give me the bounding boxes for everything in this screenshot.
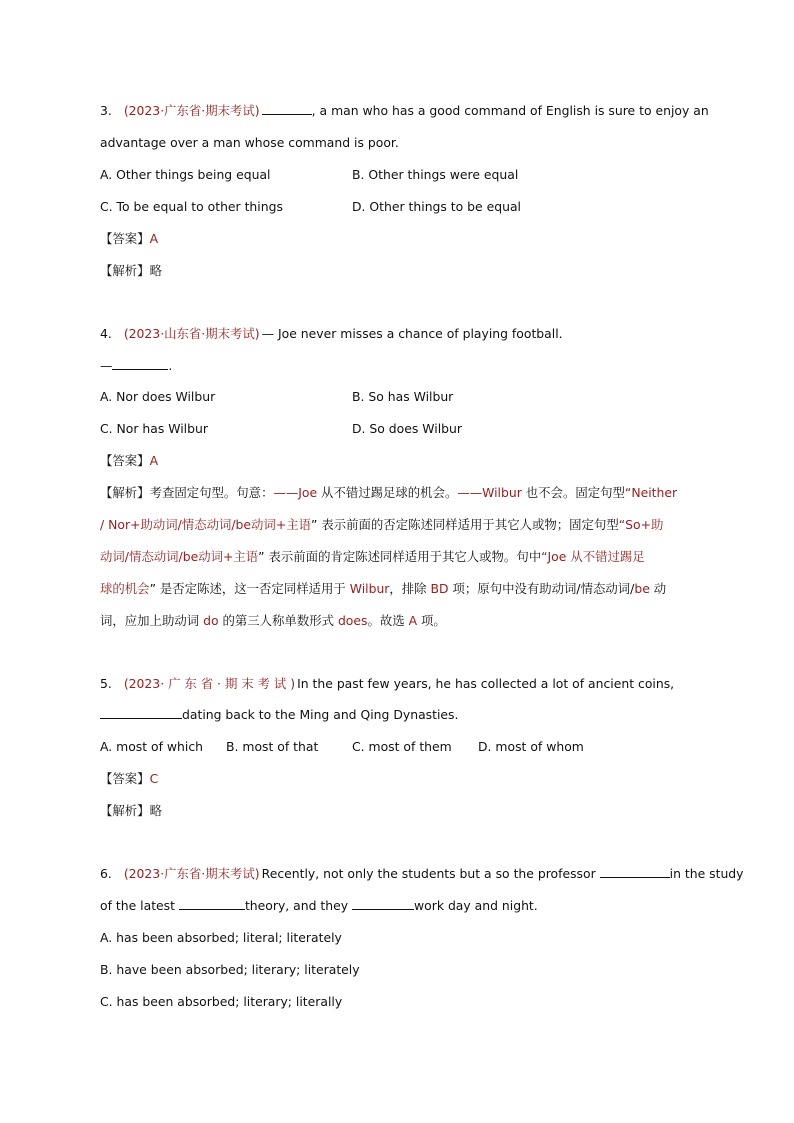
analysis-keyword: does	[337, 613, 368, 628]
analysis-text: 词，应加上助动词	[100, 613, 204, 628]
option-c: C. most of them	[352, 739, 452, 754]
question-source: (2023·广东省·期末考试)	[123, 103, 260, 118]
analysis-quote: 从不错过踢足	[566, 549, 645, 564]
answer-blank	[179, 898, 245, 910]
answer-blank	[352, 898, 414, 910]
option-c: C. To be equal to other things	[100, 199, 283, 214]
analysis-text: 项。	[417, 613, 446, 628]
answer-tag: 【答案】	[100, 453, 150, 468]
answer-value: A	[149, 231, 159, 246]
answer-tag: 【答案】	[100, 771, 150, 786]
analysis-text: 略	[149, 803, 162, 818]
analysis-text: ” 表示前面的否定陈述同样适用于其它人或物；固定句型	[311, 517, 619, 532]
analysis-text: 略	[149, 263, 162, 278]
question-6-line2	[100, 898, 538, 914]
analysis-quote: 动词/情态动词/	[100, 549, 183, 564]
question-5-line2	[100, 707, 458, 723]
question-number: 3.	[100, 103, 112, 118]
analysis-quote: ——Joe	[273, 485, 318, 500]
option-c: C. Nor has Wilbur	[100, 421, 208, 436]
analysis-text: 项；原句中没有助动词/情态动词/	[448, 581, 635, 596]
question-stem: — Joe never misses a chance of playing football.	[261, 326, 563, 341]
question-4-line1	[100, 326, 563, 342]
question-stem: dating back to the Ming and Qing Dynasties.	[182, 707, 459, 722]
answer-value: A	[149, 453, 159, 468]
question-stem: In the past few years, he has collected a lot of ancient coins,	[297, 676, 675, 691]
question-source: (2023·广东省·期末考试)	[123, 866, 260, 881]
dialogue-dash: —	[100, 358, 113, 373]
analysis-line-3	[100, 549, 645, 565]
analysis-keyword: BD	[430, 581, 449, 596]
answer-line	[100, 453, 158, 469]
analysis-quote: 动词+主语	[251, 517, 311, 532]
analysis-quote: “Neither	[624, 485, 678, 500]
analysis-line-1	[100, 485, 677, 501]
analysis-text: 从不错过踢足球的机会。	[317, 485, 458, 500]
option-b: B. most of that	[226, 739, 319, 754]
analysis-text: ，排除	[389, 581, 431, 596]
analysis-text: 考查固定句型。句意：	[149, 485, 274, 500]
analysis-text: 的第三人称单数形式	[218, 613, 338, 628]
question-stem: of the latest	[100, 898, 179, 913]
option-b: B. Other things were equal	[352, 167, 519, 182]
analysis-quote: “Joe	[541, 549, 567, 564]
analysis-quote: 助动词/情态动词/	[140, 517, 236, 532]
option-d: D. So does Wilbur	[352, 421, 462, 436]
option-d: D. most of whom	[478, 739, 584, 754]
analysis-keyword: Wilbur	[349, 581, 390, 596]
question-3-line2: advantage over a man whose command is poor.	[100, 135, 399, 150]
option-b: B. have been absorbed; literary; literately	[100, 962, 360, 977]
option-b: B. So has Wilbur	[352, 389, 454, 404]
analysis-text: ” 是否定陈述，这一否定同样适用于	[149, 581, 350, 596]
option-a: A. has been absorbed; literal; literately	[100, 930, 342, 945]
answer-blank	[262, 103, 312, 115]
answer-tag: 【答案】	[100, 231, 150, 246]
answer-blank	[600, 866, 670, 878]
question-stem: Recently, not only the students but a so the professor	[261, 866, 600, 881]
answer-blank	[112, 358, 168, 370]
question-stem: theory, and they	[244, 898, 353, 913]
analysis-quote: “So+	[618, 517, 651, 532]
question-stem: work day and night.	[414, 898, 538, 913]
analysis-line	[100, 263, 162, 279]
question-5-line1	[100, 676, 674, 692]
analysis-line-2	[100, 517, 663, 533]
question-4-line2	[100, 358, 172, 374]
analysis-keyword: A	[408, 613, 418, 628]
analysis-text: ” 表示前面的肯定陈述同样适用于其它人或物。句中	[258, 549, 542, 564]
analysis-text: 。故选	[367, 613, 409, 628]
analysis-tag: 【解析】	[100, 263, 150, 278]
answer-value: C	[149, 771, 159, 786]
analysis-keyword: do	[203, 613, 219, 628]
question-source: (2023· 广 东 省 · 期 末 考 试 )	[123, 676, 296, 691]
analysis-tag: 【解析】	[100, 803, 150, 818]
question-source: (2023·山东省·期末考试)	[123, 326, 260, 341]
analysis-quote: / Nor+	[100, 517, 141, 532]
option-a: A. most of which	[100, 739, 204, 754]
analysis-keyword: be	[634, 581, 650, 596]
analysis-line-4	[100, 581, 666, 597]
question-6-line1	[100, 866, 744, 882]
question-number: 5.	[100, 676, 112, 691]
question-3-line1	[100, 103, 709, 119]
analysis-line	[100, 803, 162, 819]
analysis-tag: 【解析】	[100, 485, 150, 500]
stem-period: .	[168, 358, 173, 373]
answer-blank	[100, 707, 182, 719]
analysis-quote: 球的机会	[100, 581, 150, 596]
analysis-quote: be	[182, 549, 199, 564]
question-stem: , a man who has a good command of English is sure to enjoy an	[311, 103, 709, 118]
analysis-text: 也不会。固定句型	[521, 485, 625, 500]
option-c: C. has been absorbed; literary; literally	[100, 994, 343, 1009]
option-a: A. Nor does Wilbur	[100, 389, 216, 404]
analysis-line-5	[100, 613, 446, 629]
analysis-quote: 动词+主语	[198, 549, 259, 564]
question-stem: in the study	[669, 866, 744, 881]
analysis-quote: 助	[650, 517, 664, 532]
answer-line	[100, 231, 158, 247]
analysis-text: 动	[649, 581, 667, 596]
analysis-quote: be	[235, 517, 252, 532]
analysis-quote: ——Wilbur	[457, 485, 522, 500]
option-d: D. Other things to be equal	[352, 199, 521, 214]
question-number: 6.	[100, 866, 112, 881]
question-number: 4.	[100, 326, 112, 341]
option-a: A. Other things being equal	[100, 167, 271, 182]
answer-line	[100, 771, 158, 787]
